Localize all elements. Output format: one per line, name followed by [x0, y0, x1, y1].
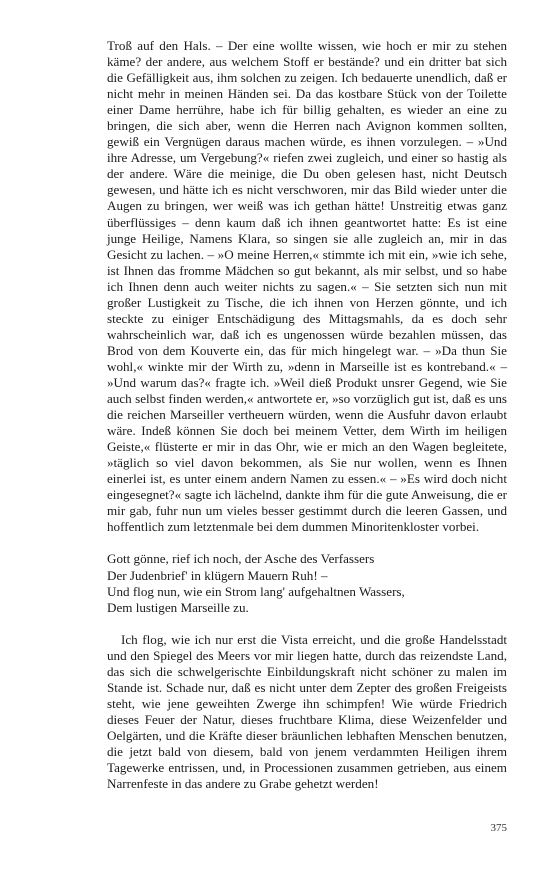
page-number: 375	[490, 822, 507, 834]
verse-line-4: Dem lustigen Marseille zu.	[107, 599, 249, 615]
verse-block	[107, 551, 507, 615]
section-gap	[107, 616, 507, 632]
page-body	[107, 38, 507, 792]
verse-line-1: Gott gönne, rief ich noch, der Asche des Verfassers	[107, 551, 375, 567]
verse-line-3: Und flog nun, wie ein Strom lang' aufgehaltnen Wassers,	[107, 583, 405, 599]
verse-line-2: Der Judenbrief' in klügern Mauern Ruh! –	[107, 567, 328, 583]
paragraph-1: Troß auf den Hals. – Der eine wollte wissen, wie hoch er mir zu stehen käme? der andere, aus welchem Stoff er bestände? und ein dritter bat sich die Gefälligkeit aus, ihm solchen zu zeigen. Ich bedauerte unendlich, daß er nicht mehr in meinen Händen sei. Da das kostbare Stück von der Toilette einer Dame herrühre, habe ich für billig gehalten, es wieder an eine zu bringen, die sich aber, wenn die Herren nach Avignon kommen sollten, gewiß ein Vergnügen daraus machen würde, es ihnen vorzulegen. – »Und ihre Adresse, um Vergebung?« riefen zwei zugleich, und einer so hastig als der andere. Wäre die meinige, die Du oben gelesen hast, nicht Deutsch gewesen, und hätte ich es nicht verschworen, mir das Bild wieder unter die Augen zu bringen, wer weiß was ich gethan hätte! Unstreitig etwas ganz überflüssiges – denn kaum daß ich ihnen geantwortet hatte: Es ist eine junge Heilige, Namens Klara, so singen sie alle zugleich an, mir in das Gesicht zu lachen. – »O meine Herren,« stimmte ich mit ein, »wie ich sehe, ist Ihnen das fromme Mädchen so gut bekannt, als mir selbst, und so habe ich Ihnen denn auch weiter nichts zu sagen.« – Sie setzten sich nun mit großer Lustigkeit zu Tische, die ich ihnen von Herzen gönnte, und ich steckte zu einiger Entschädigung des Mittagsmahls, da es doch sehr wahrscheinlich war, daß ich es ungenossen würde bezahlen müssen, das Brod von dem Kouverte ein, das für mich hingelegt war. – »Da thun Sie wohl,« winkte mir der Wirth zu, »denn in Marseille ist es kontreband.« – »Und warum das?« fragte ich. »Weil dieß Produkt unsrer Gegend, wie Sie auch selbst finden werden,« antwortete er, »so vorzüglich gut ist, daß es uns die reichen Marseiller vertheuern würden, wenn die Ausfuhr davon erlaubt wäre. Indeß können Sie doch bei meinem Vetter, dem Wirth im heiligen Geiste,« flüsterte er mir in das Ohr, wie er mich an den Wagen begleitete, »täglich so viel davon bekommen, als Sie nur wollen, wenn es Ihnen einerlei ist, es unter einem andern Namen zu essen.« – »Es wird doch nicht eingesegnet?« sagte ich lächelnd, dankte ihm für die gute Anweisung, die er mir gab, fuhr nun um vieles besser gestimmt durch die leeren Gassen, und hoffentlich zum letztenmale bei dem dummen Minoritenkloster vorbei.	[107, 38, 507, 535]
paragraph-2: Ich flog, wie ich nur erst die Vista erreicht, und die große Handelsstadt und den Spiegel des Meers vor mir liegen hatte, durch das reizendste Land, das sich die schwelgerischte Einbildungskraft nicht schöner zu malen im Stande ist. Schade nur, daß es nicht unter dem Zepter des großen Freigeists steht, wie jene geweihten Zwerge ihn schimpfen! Wie würde Friedrich dieses Feuer der Natur, dieses fruchtbare Klima, diese Weizenfelder und Oelgärten, und die Kräfte dieser bräunlichen lebhaften Menschen benutzen, die jetzt bald von diesem, bald von jenem verdammten Heiligen ihrem Tagewerke entrissen, und, in Processionen zusammen getrieben, aus einem Narrenfeste in das andere zu Grabe gehetzt werden!	[107, 631, 507, 792]
